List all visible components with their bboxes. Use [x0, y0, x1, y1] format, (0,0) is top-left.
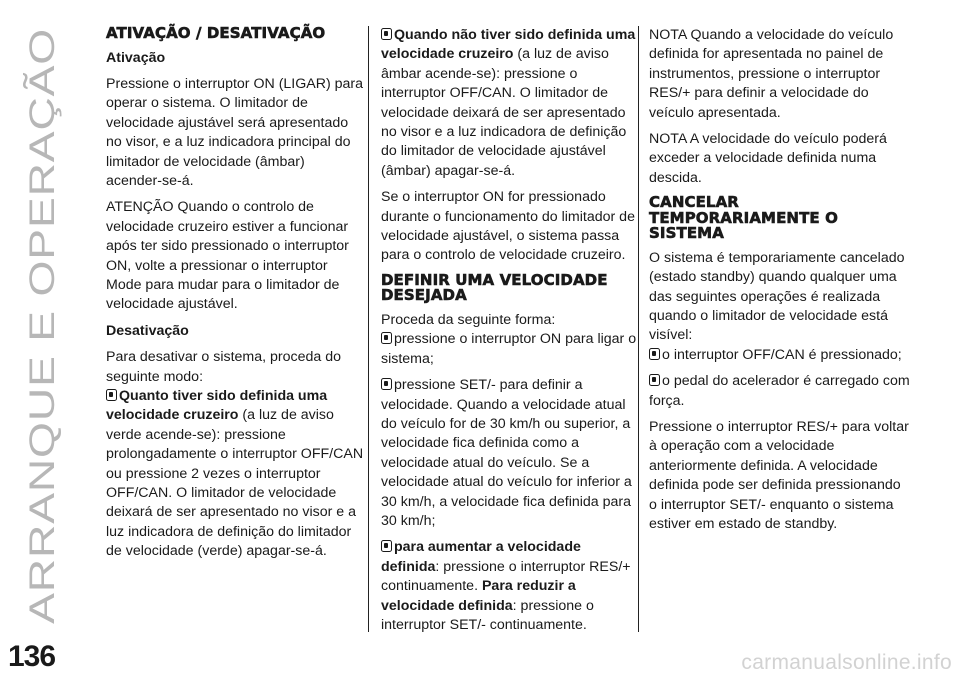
bullet-icon	[649, 348, 660, 360]
column-2	[381, 26, 639, 642]
column-3	[649, 26, 911, 541]
bullet-icon	[381, 378, 392, 390]
bullet-bold-text: Quanto tiver sido definida uma velocidade cruzeiro	[106, 388, 328, 424]
section-heading-cancel: CANCELAR TEMPORARIAMENTE O SISTEMA	[649, 193, 838, 243]
on-switch-paragraph: Se o interruptor ON for pressionado durante o funcionamento do limitador de velocidade ajustável, o sistema passa para o controlo de velocidade cruzeiro.	[381, 189, 635, 264]
bullet-icon	[381, 540, 392, 552]
bullet-text: : pressione o interruptor SET/- continuamente.	[381, 597, 594, 633]
attention-paragraph: ATENÇÃO Quando o controlo de velocidade cruzeiro estiver a funcionar após ter sido pressionado o interruptor ON, volte a pressionar o interruptor Mode para mudar para o limitador de velocidade ajustável.	[106, 199, 349, 313]
list-item	[381, 538, 639, 635]
intro-paragraph: Proceda da seguinte forma:	[381, 311, 556, 328]
resume-paragraph: Pressione o interruptor RES/+ para voltar à operação com a velocidade anteriormente definida. A velocidade definida pode ser definida pressionando o interruptor SET/- enquanto o sistema estiver em estado de standby.	[649, 419, 909, 533]
bullet-icon	[649, 374, 660, 386]
bullet-text: : pressione o interruptor RES/+ continuamente.	[381, 558, 631, 595]
bullet-bold-text: para aumentar a velocidade definida	[381, 539, 581, 575]
list-item	[106, 387, 364, 562]
list-item	[649, 346, 911, 365]
bullet-text: pressione o interruptor ON para ligar o sistema;	[381, 331, 637, 367]
bullet-text: o interruptor OFF/CAN é pressionado;	[662, 346, 902, 363]
activation-paragraph: Pressione o interruptor ON (LIGAR) para operar o sistema. O limitador de velocidade ajustável será apresentado no visor, e a luz indicadora principal do limitador de velocidade (âmbar) acender-se-á.	[106, 75, 364, 189]
bullet-text: pressione SET/- para definir a velocidade. Quando a velocidade atual do veículo for de 30 km/h ou superior, a velocidade fica definida como a velocidade atual do veículo. Se a velocidade atual do veículo for inferior a 30 km/h, a velocidade fica definida para 30 km/h;	[381, 377, 632, 529]
section-heading-activation-deactivation: ATIVAÇÃO / DESATIVAÇÃO	[106, 24, 326, 42]
standby-paragraph: O sistema é temporariamente cancelado (estado standby) quando qualquer uma das seguintes operações é realizada quando o limitador de velocidade está visível:	[649, 249, 905, 344]
subheading-activation: Ativação	[106, 49, 166, 66]
bullet-text: (a luz de aviso verde acende-se): pressione prolongadamente o interruptor OFF/CAN ou pressione 2 vezes o interruptor OFF/CAN. O limitador de velocidade deixará de ser apresentado no visor e a luz indicadora de definição do limitador de velocidade (verde) apagar-se-á.	[106, 407, 364, 560]
side-label-text: ARRANQUE E OPERAÇÃO	[23, 174, 62, 624]
note-paragraph: NOTA Quando a velocidade do veículo definida for apresentada no painel de instrumentos, pressione o interruptor RES/+ para definir a velocidade do veículo apresentada.	[649, 27, 894, 121]
bullet-icon	[106, 389, 117, 401]
list-item	[381, 376, 639, 531]
column-divider	[368, 26, 369, 632]
bullet-icon	[381, 28, 392, 40]
bullet-text: o pedal do acelerador é carregado com força.	[649, 373, 910, 409]
deactivation-paragraph: Para desativar o sistema, proceda do seguinte modo:	[106, 349, 342, 385]
list-item	[649, 372, 911, 411]
subheading-deactivation: Desativação	[106, 322, 189, 339]
bullet-text: (a luz de aviso âmbar acende-se): pressione o interruptor OFF/CAN. O limitador de velocidade deixará de ser apresentado no visor e a luz indicadora de definição do limitador de velocidade ajustável (âmbar) apagar-se-á.	[381, 46, 627, 179]
watermark: carmanualsonline.info	[741, 651, 952, 674]
bullet-bold-text: Para reduzir a velocidade definida	[381, 578, 576, 614]
page-number: 136	[8, 640, 56, 673]
column-1	[106, 26, 364, 569]
bullet-icon	[381, 332, 392, 344]
section-side-label	[10, 18, 68, 628]
note-paragraph: NOTA A velocidade do veículo poderá exceder a velocidade definida numa descida.	[649, 131, 887, 186]
bullet-bold-text: Quando não tiver sido definida uma velocidade cruzeiro	[381, 27, 636, 63]
section-heading-set-speed: DEFINIR UMA VELOCIDADE DESEJADA	[381, 270, 608, 305]
list-item	[381, 26, 639, 181]
list-item	[381, 330, 639, 369]
